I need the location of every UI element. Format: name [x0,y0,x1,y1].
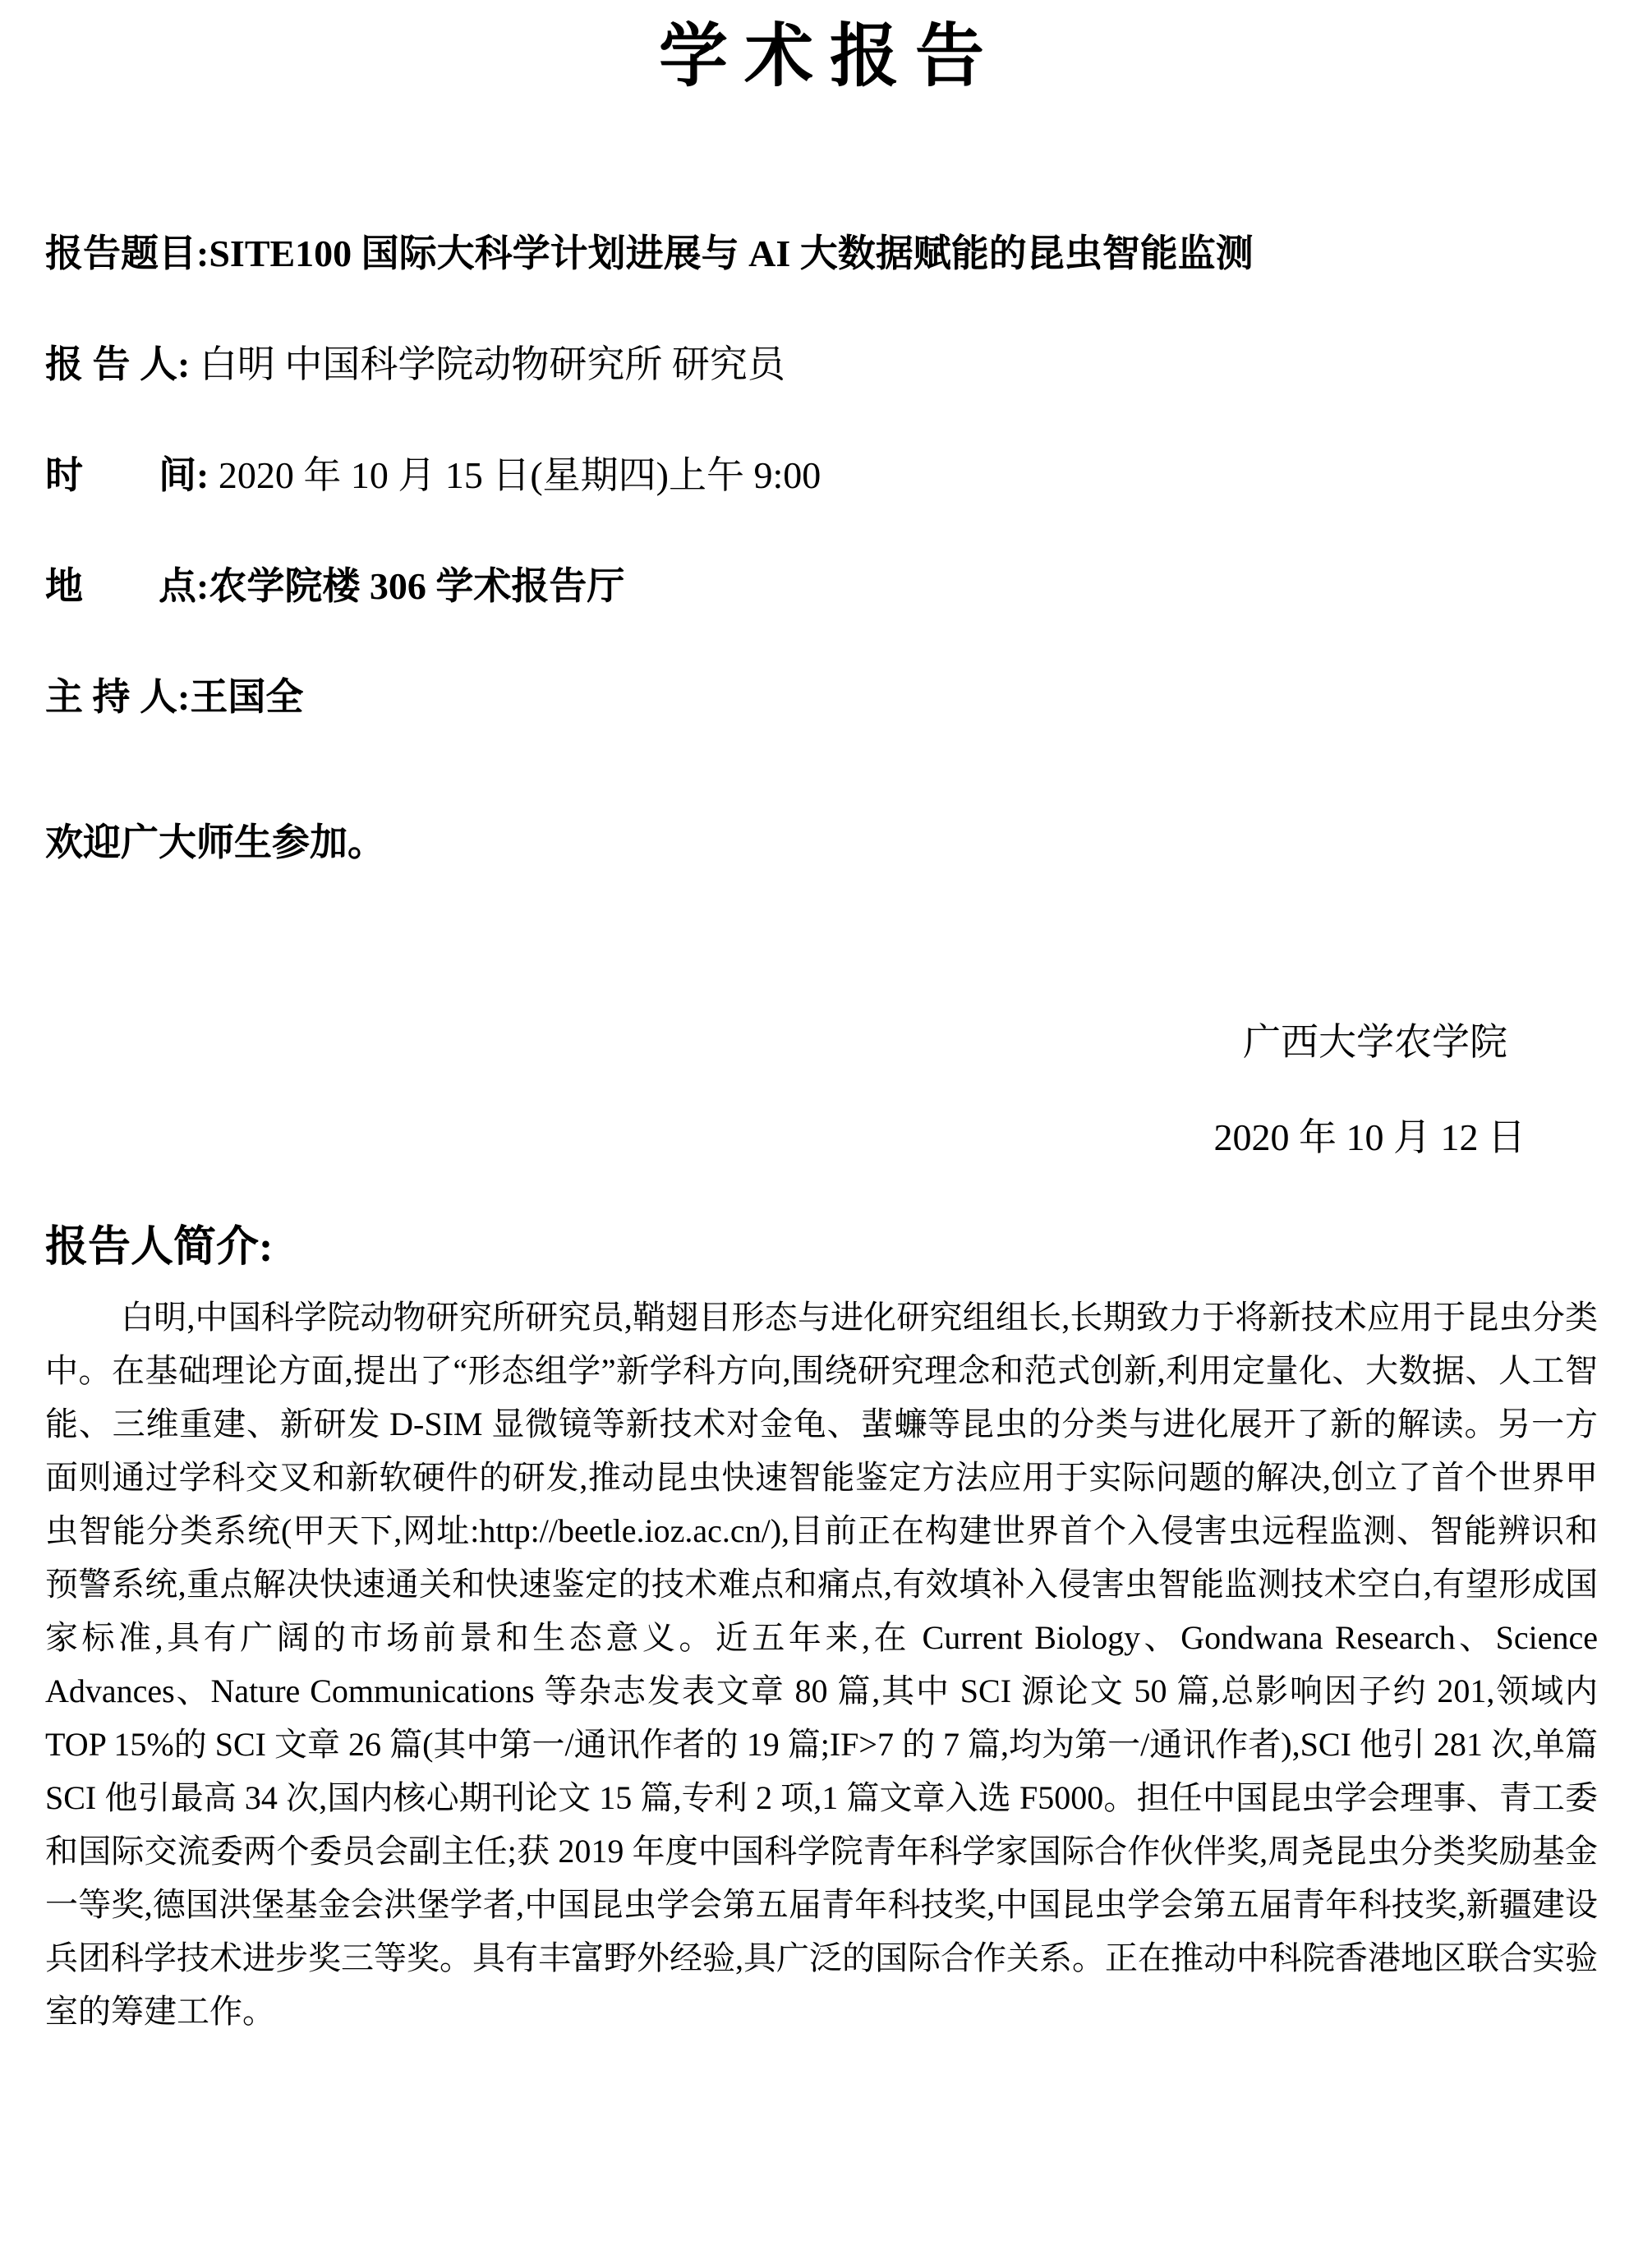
field-host [45,642,1598,752]
field-topic [45,198,1598,309]
field-time [45,420,1598,531]
signature-block [45,995,1598,1185]
welcome-note: 欢迎广大师生参加。 [45,821,385,863]
field-topic-label: 报告题目: [45,232,209,274]
field-host-value: 王国全 [190,675,304,718]
field-speaker-value: 白明 中国科学院动物研究所 研究员 [190,343,785,385]
field-venue-label: 地 点: [45,564,209,607]
field-venue [45,531,1598,642]
field-time-value: 2020 年 10 月 15 日(星期四)上午 9:00 [209,453,822,496]
bio-heading: 报告人简介: [45,1223,274,1271]
field-venue-value: 农学院楼 306 学术报告厅 [209,564,625,607]
signature-organization: 广西大学农学院 [1243,1020,1507,1063]
signature-date: 2020 年 10 月 12 日 [1213,1116,1526,1158]
field-host-label: 主 持 人: [45,675,191,718]
field-topic-value: SITE100 国际大科学计划进展与 AI 大数据赋能的昆虫智能监测 [209,232,1254,274]
field-time-label: 时 间: [45,453,209,496]
bio-paragraph: 白明,中国科学院动物研究所研究员,鞘翅目形态与进化研究组组长,长期致力于将新技术应用于昆虫分类中。在基础理论方面,提出了“形态组学”新学科方向,围绕研究理念和范式创新,利用定量化、大数据、人工智能、三维重建、新研发 D-SIM 显微镜等新技术对金龟、蜚蠊等昆虫的分类与进化展开了新的解读。另一方面则通过学科交叉和新软硬件的研发,推动昆虫快速智能鉴定方法应用于实际问题的解决,创立了首个世界甲虫智能分类系统(甲天下,网址:http://beetle.ioz.ac.cn/),目前正在构建世界首个入侵害虫远程监测、智能辨识和预警系统,重点解决快速通关和快速鉴定的技术难点和痛点,有效填补入侵害虫智能监测技术空白,有望形成国家标准,具有广阔的市场前景和生态意义。近五年来,在 Current Biology、Gondwana Research、Science Advances、Nature Communications 等杂志发表文章 80 篇,其中 SCI 源论文 50 篇,总影响因子约 201,领域内 TOP 15%的 SCI 文章 26 篇(其中第一/通讯作者的 19 篇;IF>7 的 7 篇,均为第一/通讯作者),SCI 他引 281 次,单篇 SCI 他引最高 34 次,国内核心期刊论文 15 篇,专利 2 项,1 篇文章入选 F5000。担任中国昆虫学会理事、青工委和国际交流委两个委员会副主任;获 2019 年度中国科学院青年科学家国际合作伙伴奖,周尧昆虫分类奖励基金一等奖,德国洪堡基金会洪堡学者,中国昆虫学会第五届青年科技奖,中国昆虫学会第五届青年科技奖,新疆建设兵团科学技术进步奖三等奖。具有丰富野外经验,具广泛的国际合作关系。正在推动中科院香港地区联合实验室的筹建工作。 [45,1298,1598,2030]
field-speaker-label: 报 告 人: [45,343,191,385]
page-title: 学术报告 [658,19,1001,95]
field-speaker [45,309,1598,420]
